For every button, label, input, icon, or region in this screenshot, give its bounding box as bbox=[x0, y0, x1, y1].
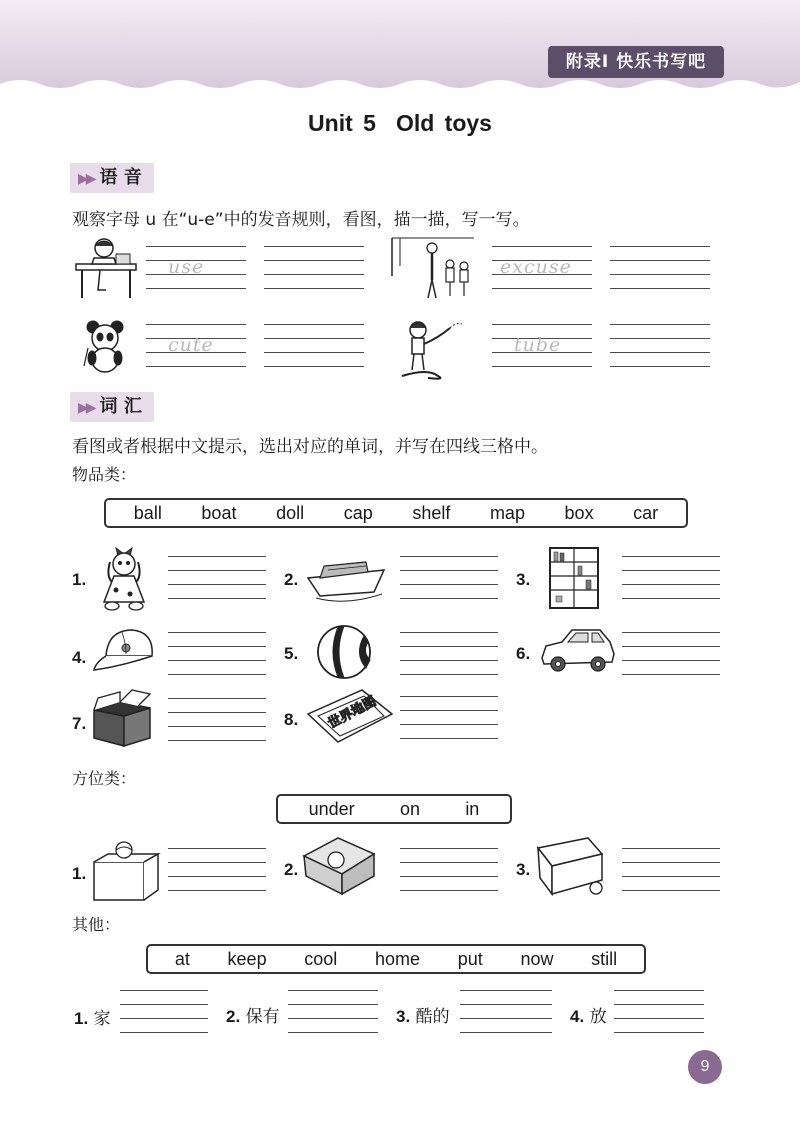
word-option: map bbox=[489, 502, 525, 523]
write-lines[interactable] bbox=[400, 696, 498, 738]
write-lines[interactable] bbox=[610, 246, 710, 288]
other-prompt-put bbox=[570, 1002, 607, 1027]
panda-picture bbox=[80, 318, 130, 374]
write-lines[interactable] bbox=[264, 246, 364, 288]
trace-lines-use[interactable] bbox=[146, 246, 246, 288]
word-option: put bbox=[457, 948, 483, 969]
word-option: doll bbox=[276, 502, 305, 523]
page-title bbox=[0, 110, 800, 137]
ball-in-box-picture bbox=[302, 836, 378, 896]
word-option: now bbox=[520, 948, 554, 969]
word-option: shelf bbox=[412, 502, 451, 523]
boat-picture bbox=[306, 548, 392, 602]
write-lines[interactable] bbox=[288, 990, 378, 1032]
double-arrow-icon: ▶▶ bbox=[78, 171, 94, 187]
write-lines[interactable] bbox=[168, 848, 266, 890]
ball-on-box-picture bbox=[90, 840, 162, 902]
prompt-chinese: 酷的 bbox=[415, 1007, 450, 1027]
vocab-instruction: 看图或者根据中文提示，选出对应的单词，并写在四线三格中。 bbox=[72, 437, 548, 457]
prompt-chinese: 家 bbox=[93, 1009, 111, 1029]
write-lines[interactable] bbox=[460, 990, 552, 1032]
boy-with-hose-picture bbox=[398, 318, 468, 380]
ball-under-box-picture bbox=[536, 834, 606, 900]
doll-picture bbox=[96, 542, 152, 612]
word-option: boat bbox=[201, 502, 237, 523]
double-arrow-icon: ▶▶ bbox=[78, 400, 94, 416]
item-number: 4. bbox=[72, 648, 87, 667]
write-lines[interactable] bbox=[622, 632, 720, 674]
word-option: box bbox=[564, 502, 594, 523]
item-number: 1. bbox=[72, 570, 87, 589]
trace-word: use bbox=[168, 256, 205, 278]
position-word-box bbox=[276, 794, 512, 824]
prompt-chinese: 放 bbox=[589, 1007, 607, 1027]
write-lines[interactable] bbox=[168, 698, 266, 740]
other-category-label: 其他： bbox=[72, 915, 121, 934]
word-option: keep bbox=[227, 948, 267, 969]
other-word-box bbox=[146, 944, 646, 974]
other-prompt-home bbox=[74, 1004, 111, 1029]
word-option: cool bbox=[304, 948, 338, 969]
map-picture bbox=[304, 686, 396, 746]
prompt-number: 1. bbox=[74, 1009, 89, 1028]
position-number: 3. bbox=[516, 860, 531, 879]
word-option: at bbox=[174, 948, 190, 969]
write-lines[interactable] bbox=[622, 556, 720, 598]
trace-word: tube bbox=[514, 334, 562, 356]
car-picture bbox=[538, 624, 618, 676]
word-option: cap bbox=[343, 502, 373, 523]
page-number-badge: 9 bbox=[688, 1050, 722, 1084]
word-option: still bbox=[591, 948, 618, 969]
item-number: 7. bbox=[72, 714, 87, 733]
phonics-instruction: 观察字母 u 在“u-e”中的发音规则，看图，描一描，写一写。 bbox=[72, 210, 530, 230]
position-category-label: 方位类： bbox=[72, 769, 137, 788]
write-lines[interactable] bbox=[400, 632, 498, 674]
item-number: 2. bbox=[284, 570, 299, 589]
position-number: 2. bbox=[284, 860, 299, 879]
item-number: 6. bbox=[516, 644, 531, 663]
items-category-label: 物品类： bbox=[72, 465, 137, 484]
appendix-tab: 附录Ⅰ 快乐书写吧 bbox=[548, 46, 724, 78]
write-lines[interactable] bbox=[610, 324, 710, 366]
write-lines[interactable] bbox=[120, 990, 208, 1032]
write-lines[interactable] bbox=[614, 990, 704, 1032]
items-word-box bbox=[104, 498, 688, 528]
write-lines[interactable] bbox=[400, 848, 498, 890]
other-prompt-cool bbox=[396, 1002, 450, 1027]
children-greeting-man-picture bbox=[384, 236, 480, 302]
write-lines[interactable] bbox=[264, 324, 364, 366]
item-number: 3. bbox=[516, 570, 531, 589]
trace-word: cute bbox=[168, 334, 214, 356]
box-picture bbox=[90, 688, 154, 748]
boy-writing-picture bbox=[72, 234, 140, 302]
word-option: on bbox=[399, 798, 421, 819]
write-lines[interactable] bbox=[168, 632, 266, 674]
trace-lines-tube[interactable] bbox=[492, 324, 592, 366]
write-lines[interactable] bbox=[400, 556, 498, 598]
write-lines[interactable] bbox=[622, 848, 720, 890]
ball-picture bbox=[316, 624, 372, 680]
unit-number: Unit 5 bbox=[308, 110, 376, 136]
item-number: 8. bbox=[284, 710, 299, 729]
item-number: 5. bbox=[284, 644, 299, 663]
prompt-number: 2. bbox=[226, 1007, 241, 1026]
word-option: ball bbox=[133, 502, 162, 523]
shelf-picture bbox=[548, 546, 600, 610]
trace-word: excuse bbox=[500, 256, 572, 278]
unit-name: Old toys bbox=[395, 110, 492, 136]
word-option: in bbox=[465, 798, 480, 819]
prompt-number: 4. bbox=[570, 1007, 585, 1026]
other-prompt-keep bbox=[226, 1002, 280, 1027]
prompt-chinese: 保有 bbox=[245, 1007, 280, 1027]
trace-lines-excuse[interactable] bbox=[492, 246, 592, 288]
word-option: car bbox=[633, 502, 659, 523]
word-option: under bbox=[308, 798, 355, 819]
phonics-section-tag bbox=[70, 163, 154, 193]
trace-lines-cute[interactable] bbox=[146, 324, 246, 366]
cap-picture bbox=[92, 626, 156, 676]
vocab-section-tag bbox=[70, 392, 154, 422]
vocab-section-label: 词 汇 bbox=[99, 396, 142, 417]
phonics-section-label: 语 音 bbox=[99, 167, 142, 188]
map-title-text: 世界地图 bbox=[325, 694, 379, 732]
prompt-number: 3. bbox=[396, 1007, 411, 1026]
write-lines[interactable] bbox=[168, 556, 266, 598]
position-number: 1. bbox=[72, 864, 87, 883]
word-option: home bbox=[375, 948, 421, 969]
